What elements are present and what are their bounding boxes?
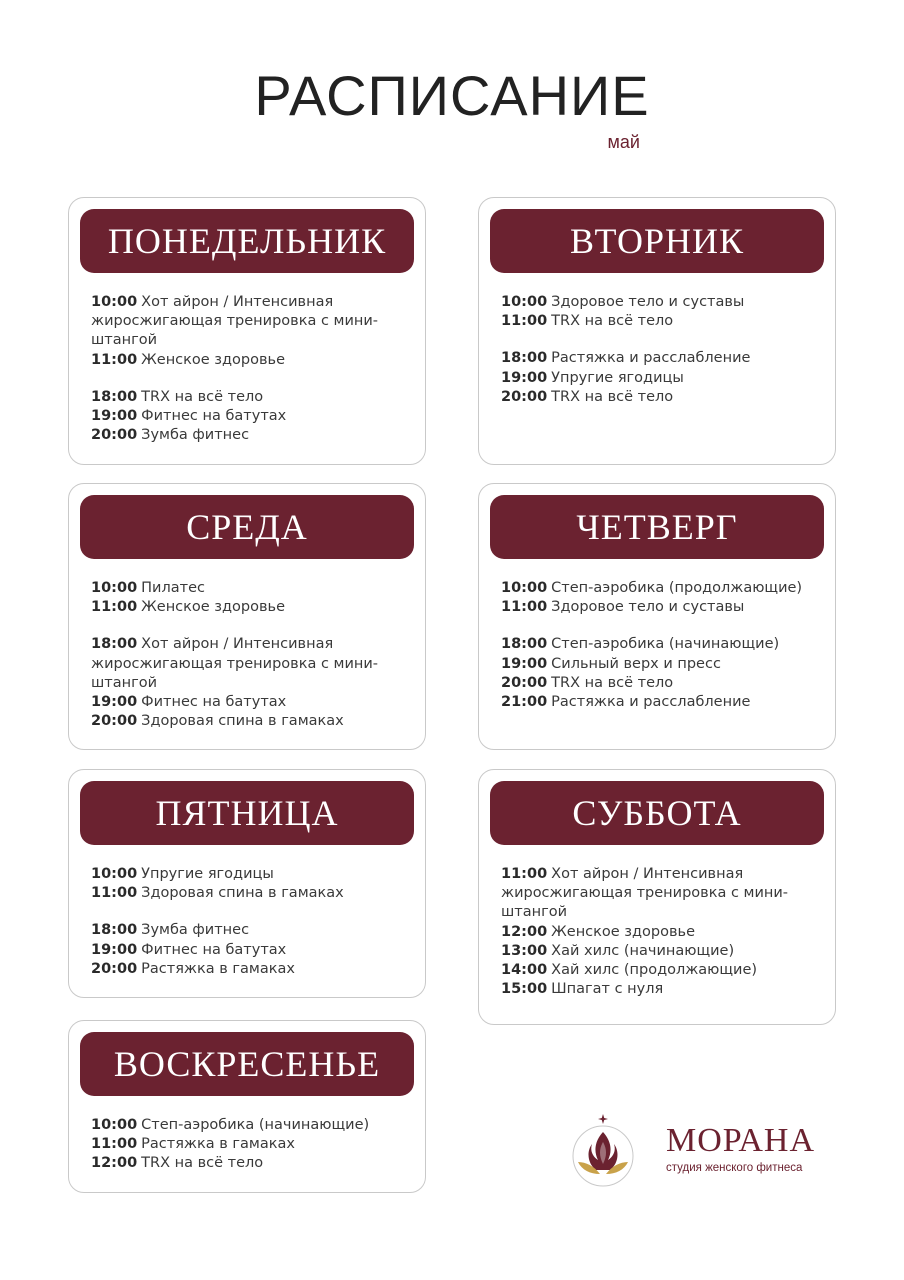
- class-name: Женское здоровье: [141, 351, 286, 368]
- schedule-list: [91, 293, 411, 445]
- class-name: Растяжка и расслабление: [551, 350, 751, 367]
- schedule-item: [91, 1154, 411, 1173]
- page-subtitle: май: [607, 132, 640, 152]
- day-card-sunday: [68, 1020, 426, 1193]
- class-time: 20:00: [91, 713, 138, 730]
- class-name: Хот айрон / Интенсивная: [141, 636, 334, 653]
- day-card-thursday: [478, 483, 836, 750]
- class-time: 11:00: [501, 866, 548, 882]
- class-name: Женское здоровье: [551, 923, 696, 940]
- day-card-friday: [68, 769, 426, 998]
- class-time: 10:00: [501, 294, 548, 310]
- class-time: 18:00: [91, 388, 138, 405]
- schedule-list: [91, 1116, 411, 1174]
- class-name: Растяжка в гамаках: [141, 1136, 295, 1153]
- class-name: жиросжигающая тренировка с мини-: [91, 655, 379, 672]
- schedule-item: [91, 351, 411, 370]
- class-name: TRX на всё тело: [551, 674, 674, 691]
- class-name: Хот айрон / Интенсивная: [141, 294, 334, 310]
- schedule-item: [91, 960, 411, 979]
- class-name: Женское здоровье: [141, 599, 286, 616]
- group-spacer: [91, 903, 411, 921]
- brand-name: МОРАНА: [666, 1122, 816, 1159]
- schedule-item: [501, 693, 821, 712]
- class-name: Зумба фитнес: [141, 922, 250, 939]
- class-name: Шпагат с нуля: [551, 981, 664, 998]
- class-name: Растяжка и расслабление: [551, 694, 751, 711]
- class-time: 18:00: [91, 922, 138, 939]
- schedule-item: [501, 884, 821, 903]
- day-header: ПОНЕДЕЛЬНИК: [80, 209, 414, 273]
- class-time: 19:00: [91, 408, 138, 425]
- day-card-tuesday: [478, 197, 836, 465]
- class-name: Степ-аэробика (начинающие): [141, 1117, 370, 1133]
- schedule-item: [501, 312, 821, 331]
- class-time: 20:00: [91, 427, 138, 444]
- class-name: штангой: [91, 332, 157, 349]
- schedule-item: [91, 331, 411, 350]
- class-time: 13:00: [501, 942, 548, 959]
- class-time: 19:00: [91, 694, 138, 711]
- schedule-item: [501, 635, 821, 654]
- schedule-item: [501, 674, 821, 693]
- class-name: TRX на всё тело: [141, 1155, 264, 1172]
- class-name: Хай хилс (начинающие): [551, 942, 735, 959]
- schedule-item: [501, 980, 821, 999]
- schedule-item: [91, 293, 411, 312]
- schedule-item: [91, 388, 411, 407]
- class-time: 19:00: [501, 655, 548, 672]
- class-name: Фитнес на батутах: [141, 694, 287, 711]
- class-name: Здоровое тело и суставы: [551, 599, 745, 616]
- class-name: Упругие ягодицы: [141, 866, 274, 882]
- class-time: 10:00: [91, 1117, 138, 1133]
- class-time: 10:00: [501, 580, 548, 596]
- class-time: 18:00: [501, 636, 548, 653]
- schedule-item: [501, 598, 821, 617]
- schedule-item: [91, 635, 411, 654]
- schedule-item: [501, 903, 821, 922]
- class-name: жиросжигающая тренировка с мини-: [91, 313, 379, 330]
- class-time: 12:00: [91, 1155, 138, 1172]
- schedule-item: [501, 388, 821, 407]
- class-name: Здоровая спина в гамаках: [141, 713, 344, 730]
- class-name: Пилатес: [141, 580, 205, 596]
- schedule-item: [91, 598, 411, 617]
- class-time: 19:00: [501, 369, 548, 386]
- schedule-item: [91, 407, 411, 426]
- class-name: Растяжка в гамаках: [141, 960, 295, 977]
- schedule-item: [501, 865, 821, 884]
- schedule-item: [91, 312, 411, 331]
- class-time: 11:00: [91, 599, 138, 616]
- class-name: Степ-аэробика (начинающие): [551, 636, 780, 653]
- day-header: ВОСКРЕСЕНЬЕ: [80, 1032, 414, 1096]
- class-time: 10:00: [91, 866, 138, 882]
- day-header: ВТОРНИК: [490, 209, 824, 273]
- class-name: Фитнес на батутах: [141, 408, 287, 425]
- schedule-list: [91, 865, 411, 979]
- class-name: Степ-аэробика (продолжающие): [551, 580, 803, 596]
- class-name: TRX на всё тело: [141, 388, 264, 405]
- schedule-item: [501, 961, 821, 980]
- schedule-item: [91, 426, 411, 445]
- group-spacer: [501, 331, 821, 349]
- group-spacer: [91, 617, 411, 635]
- schedule-item: [91, 579, 411, 598]
- class-name: жиросжигающая тренировка с мини-: [501, 885, 789, 902]
- class-name: TRX на всё тело: [551, 313, 674, 330]
- group-spacer: [501, 617, 821, 635]
- schedule-item: [91, 1116, 411, 1135]
- day-card-wednesday: [68, 483, 426, 750]
- class-name: Хот айрон / Интенсивная: [551, 866, 744, 882]
- schedule-item: [91, 1135, 411, 1154]
- schedule-list: [501, 293, 821, 407]
- schedule-item: [501, 293, 821, 312]
- schedule-item: [501, 923, 821, 942]
- class-name: Хай хилс (продолжающие): [551, 962, 758, 979]
- class-time: 18:00: [91, 636, 138, 653]
- class-name: Здоровое тело и суставы: [551, 294, 745, 310]
- class-time: 18:00: [501, 350, 548, 367]
- schedule-list: [501, 865, 821, 999]
- schedule-item: [91, 865, 411, 884]
- class-time: 21:00: [501, 694, 548, 711]
- class-name: штангой: [91, 674, 157, 691]
- class-name: штангой: [501, 904, 567, 921]
- class-time: 15:00: [501, 981, 548, 998]
- group-spacer: [91, 370, 411, 388]
- class-name: Сильный верх и пресс: [551, 655, 721, 672]
- class-time: 11:00: [91, 885, 138, 902]
- class-name: TRX на всё тело: [551, 388, 674, 405]
- class-time: 12:00: [501, 923, 548, 940]
- schedule-item: [91, 655, 411, 674]
- day-card-monday: [68, 197, 426, 465]
- class-name: Зумба фитнес: [141, 427, 250, 444]
- day-header: СУББОТА: [490, 781, 824, 845]
- class-name: Здоровая спина в гамаках: [141, 885, 344, 902]
- class-time: 11:00: [91, 1136, 138, 1153]
- class-time: 11:00: [91, 351, 138, 368]
- class-time: 19:00: [91, 941, 138, 958]
- class-time: 11:00: [501, 599, 548, 616]
- schedule-item: [501, 369, 821, 388]
- class-time: 11:00: [501, 313, 548, 330]
- schedule-item: [91, 921, 411, 940]
- schedule-item: [501, 579, 821, 598]
- brand-tagline: студия женского фитнеса: [666, 1162, 803, 1174]
- schedule-item: [91, 674, 411, 693]
- schedule-item: [91, 693, 411, 712]
- schedule-item: [501, 942, 821, 961]
- day-header: СРЕДА: [80, 495, 414, 559]
- class-time: 10:00: [91, 294, 138, 310]
- brand-logo: [570, 1104, 830, 1194]
- class-time: 20:00: [501, 674, 548, 691]
- day-card-saturday: [478, 769, 836, 1025]
- class-time: 14:00: [501, 962, 548, 979]
- class-time: 20:00: [501, 388, 548, 405]
- schedule-item: [91, 941, 411, 960]
- schedule-item: [91, 712, 411, 731]
- day-header: ЧЕТВЕРГ: [490, 495, 824, 559]
- flame-lotus-logo-icon: [570, 1112, 636, 1188]
- schedule-item: [91, 884, 411, 903]
- day-header: ПЯТНИЦА: [80, 781, 414, 845]
- class-time: 10:00: [91, 580, 138, 596]
- class-time: 20:00: [91, 960, 138, 977]
- schedule-item: [501, 349, 821, 368]
- class-name: Фитнес на батутах: [141, 941, 287, 958]
- schedule-item: [501, 655, 821, 674]
- schedule-list: [91, 579, 411, 731]
- class-name: Упругие ягодицы: [551, 369, 684, 386]
- schedule-list: [501, 579, 821, 712]
- page-title: РАСПИСАНИЕ: [254, 64, 650, 127]
